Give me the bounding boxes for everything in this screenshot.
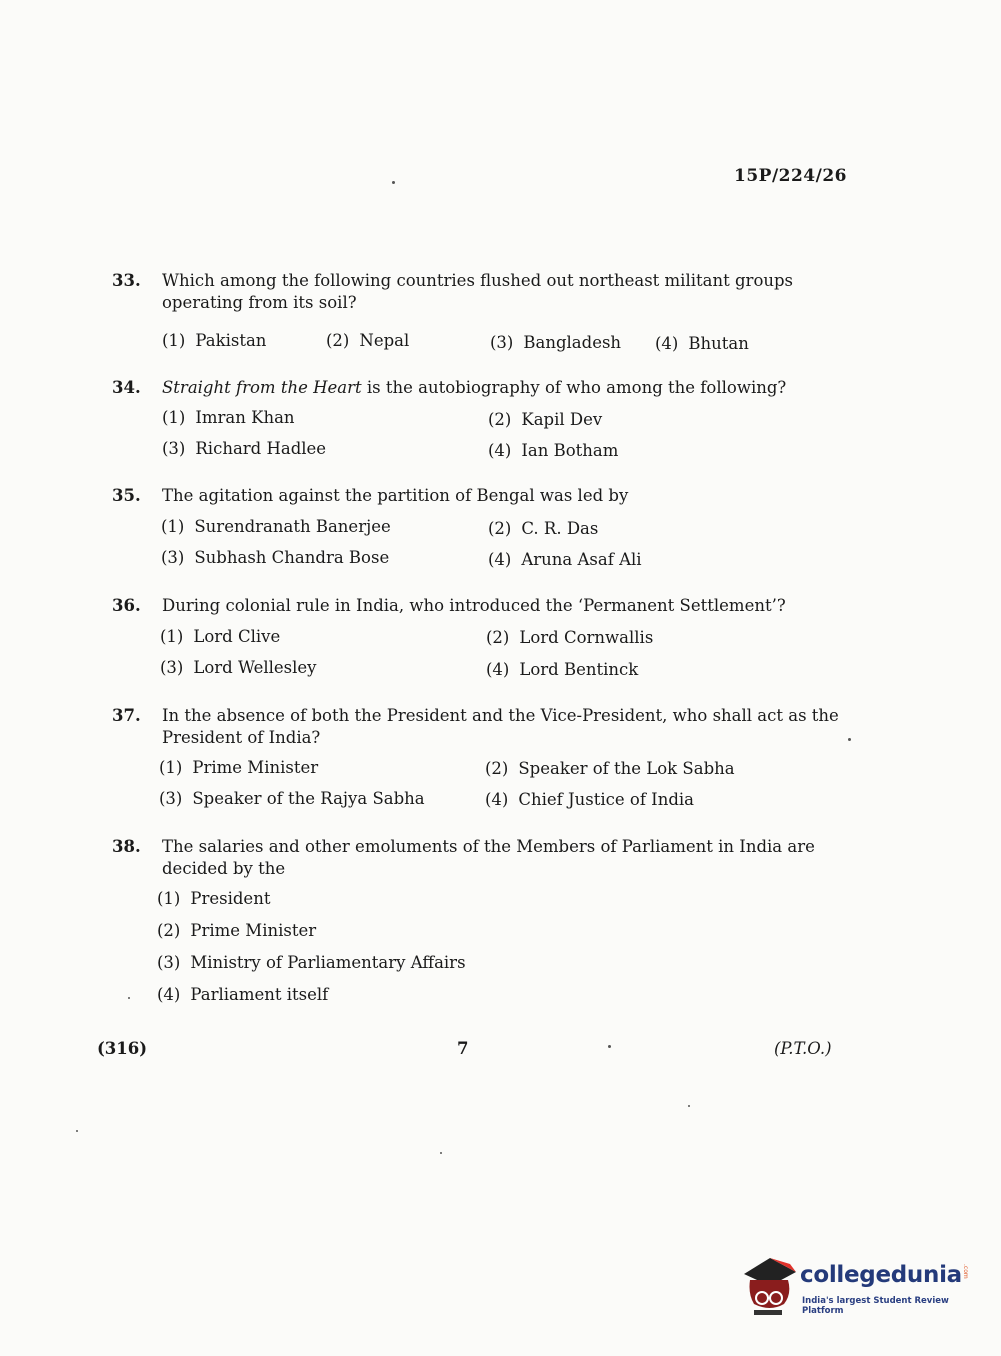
option: (3) Richard Hadlee [162, 439, 327, 458]
brand-name: collegedunia [800, 1262, 962, 1288]
question-text: The agitation against the partition of Bengal was led by [162, 486, 629, 505]
option: (3) Bangladesh [490, 333, 622, 352]
option: (3) Speaker of the Rajya Sabha [159, 789, 425, 808]
question-34 [112, 377, 842, 399]
scan-speck [688, 1105, 690, 1107]
option: (2) Kapil Dev [488, 410, 603, 429]
book-title: Straight from the Heart [162, 378, 362, 397]
option: (3) Ministry of Parliamentary Affairs [157, 953, 466, 972]
question-number: 36. [112, 596, 141, 615]
brand-tld: .com [962, 1264, 969, 1279]
question-text: During colonial rule in India, who introduced the ‘Permanent Settlement’? [162, 596, 786, 615]
mascot-icon [740, 1250, 800, 1320]
option: (1) President [157, 889, 271, 908]
option: (1) Pakistan [162, 331, 267, 350]
brand-tagline: India's largest Student Review Platform [802, 1296, 949, 1316]
option: (4) Ian Botham [488, 441, 619, 460]
paper-code: 15P/224/26 [734, 166, 848, 186]
option: (3) Subhash Chandra Bose [161, 548, 390, 567]
option: (1) Prime Minister [159, 758, 319, 777]
scan-speck [76, 1130, 78, 1132]
page-number: 7 [457, 1039, 469, 1058]
option: (1) Lord Clive [160, 627, 281, 646]
scan-speck [608, 1045, 611, 1048]
scan-speck [392, 181, 395, 184]
option: (2) Speaker of the Lok Sabha [485, 759, 735, 778]
collegedunia-logo [740, 1250, 970, 1320]
scan-speck [848, 738, 851, 741]
question-38 [112, 836, 838, 880]
option: (2) Prime Minister [157, 921, 317, 940]
question-33 [112, 270, 842, 314]
option: (2) Lord Cornwallis [486, 628, 654, 647]
question-number: 34. [112, 378, 141, 397]
option: (4) Bhutan [655, 334, 749, 353]
footer-code: (316) [97, 1039, 148, 1058]
scan-speck [128, 997, 130, 999]
option: (1) Surendranath Banerjee [161, 517, 391, 536]
scan-speck [440, 1152, 442, 1154]
question-number: 38. [112, 837, 141, 856]
option: (2) Nepal [326, 331, 410, 350]
question-36 [112, 595, 842, 617]
question-37 [112, 705, 840, 749]
question-35 [112, 485, 842, 507]
pto-label: (P.T.O.) [774, 1039, 832, 1058]
question-number: 33. [112, 271, 141, 290]
question-text: The salaries and other emoluments of the Members of Parliament in India are decided by the [162, 837, 815, 878]
option: (4) Parliament itself [157, 985, 329, 1004]
question-number: 35. [112, 486, 141, 505]
option: (4) Aruna Asaf Ali [488, 550, 642, 569]
question-text: Which among the following countries flushed out northeast militant groups operating from its soil? [162, 271, 794, 312]
question-number: 37. [112, 706, 141, 725]
question-text: In the absence of both the President and the Vice-President, who shall act as the President of India? [162, 706, 839, 747]
option: (4) Lord Bentinck [486, 660, 639, 679]
option: (4) Chief Justice of India [485, 790, 694, 809]
option: (1) Imran Khan [162, 408, 295, 427]
question-text: Straight from the Heart is the autobiography of who among the following? [162, 378, 787, 397]
option: (3) Lord Wellesley [160, 658, 317, 677]
option: (2) C. R. Das [488, 519, 599, 538]
